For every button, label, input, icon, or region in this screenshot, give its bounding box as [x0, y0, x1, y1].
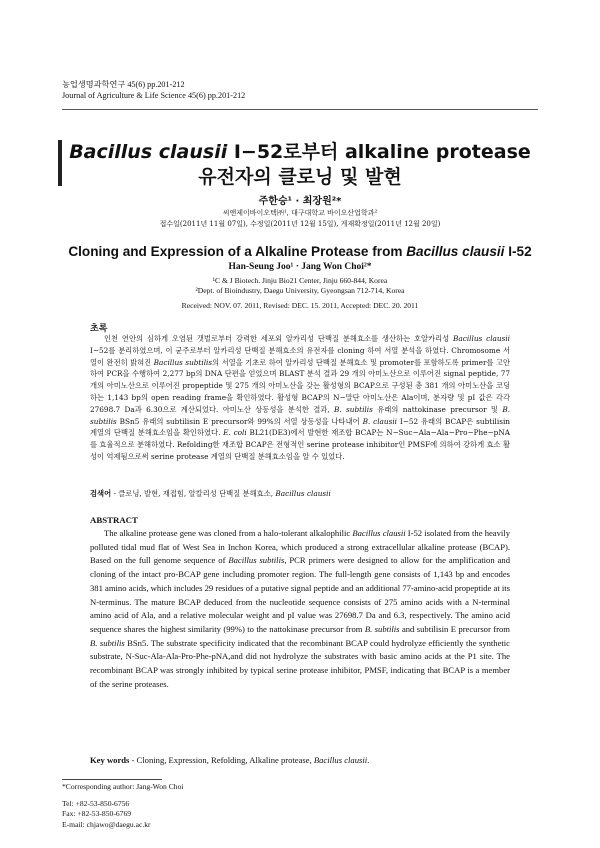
english-abstract-heading: ABSTRACT: [90, 515, 138, 525]
en-abstract-text: BSn5. The substrate specificity indicated that the recombinant BCAP could hydrolyze efficiently the synthetic substrate, N-Suc-Ala-Ala-Pro-Phe-pNA,and did not hydrolyze the substrates with basic amino acids at the P1 site. The recombinant BCAP was strongly inhibited by typical serine protease inhibitor, PMSF, indicating that BCAP is a member of the serine proteases.: [90, 637, 510, 689]
english-title: [60, 243, 540, 260]
korean-affiliation: 씨앤제이바이오텍㈜¹, 대구대학교 바이오산업학과²: [222, 209, 378, 217]
header-divider: [62, 109, 538, 110]
korean-title-species: Bacillus clausii: [69, 141, 228, 163]
en-abstract-text: and subtilisin E precursor from: [399, 623, 510, 634]
journal-name-korean: 농업생명과학연구 45(6) pp.201-212: [62, 80, 185, 89]
korean-keywords-list: - 클로닝, 발현, 재접힘, 알칼리성 단백질 분해효소,: [111, 489, 276, 498]
korean-title-line-1: [60, 140, 540, 165]
corresponding-author: *Corresponding author: Jang-Won Choi: [62, 782, 184, 791]
english-keywords-list: - Cloning, Expression, Refolding, Alkaline protease,: [129, 755, 314, 765]
journal-name-english: Journal of Agriculture & Life Science 45(6) pp.201-212: [62, 91, 246, 100]
korean-keywords: [90, 489, 520, 499]
ko-abstract-species: B. subtilis: [334, 404, 373, 414]
korean-title: [60, 140, 540, 190]
phone: Tel: +82-53-850-6756: [62, 798, 130, 808]
en-abstract-text: I-52 isolated from the heavily polluted tidal mud flat of West Sea in Inchon Korea, which produced a strong extracellular alkaline protease (BCAP). Based on the full genome sequence of: [90, 528, 510, 566]
footnote: [62, 782, 184, 830]
fax: Fax: +82-53-850-6769: [62, 809, 132, 818]
ko-abstract-text: BSn5 유래의 subtilisin E precursor와 99%의 서열 상동성을 나타내어: [116, 416, 363, 426]
korean-abstract-heading: 초록: [90, 324, 108, 334]
ko-abstract-species: Bacillus clausii: [453, 334, 510, 343]
korean-keywords-label: 검색어: [90, 489, 112, 498]
en-abstract-species: B. subtilis: [364, 623, 400, 634]
english-keywords: [90, 755, 520, 765]
korean-title-rest: I−52로부터 alkaline protease: [227, 141, 531, 163]
english-affiliation-1: ¹C & J Biotech. Jinju Bio21 Center, Jinju 660-844, Korea: [212, 276, 388, 285]
ko-abstract-species: Bacillus subtilis: [153, 357, 213, 367]
en-abstract-species: B. subtilis: [90, 637, 125, 648]
english-authors: Han-Seung Joo¹ · Jang Won Choi²*: [228, 262, 372, 272]
ko-abstract-text: 의 서열을 기초로 하여 알카리성 단백질 분해효소 및 promoter를 포함하도록 primer를 고안하여 PCR을 수행하여 2,277 bp의 DNA 단편을 얻었으며 BLAST 분석 결과 29 개의 아미노산으로 이루어진 signal peptide, 77 개의 아미노산으로 이루어진 propeptide 및 275 개의 아미노산을 갖는 활성형의 BCAP으로 구성된 총 381 개의 아미노산을 코딩하는 1,143 bp의 open reading frame을 확인하였다. 활성형 BCAP의 N−말단 아미노산은 Ala이며, 분자량 및 pI 값은 각각 27698.7 Da과 6.30으로 계산되었다. 아미노산 상동성을 분석한 결과,: [90, 357, 510, 414]
korean-dates: 접수일(2011년 11월 07일), 수정일(2011년 12월 15일), 게재확정일(2011년 12월 20일): [159, 220, 441, 228]
english-abstract-body: [90, 527, 510, 691]
english-keywords-species: Bacillus clausii: [313, 755, 368, 765]
english-affiliation: [60, 276, 540, 296]
korean-keywords-species: Bacillus clausii: [275, 489, 331, 498]
english-keywords-end: .: [367, 755, 370, 765]
ko-abstract-text: BL21(DE3)에서 발현한 재조합 BCAP는 N−Suc−Ala−Ala−Pro−Phe−pNA 를 효율적으로 분해하였다. Refolding한 재조합 BCAP은 전형적인 serine protease inhibitor인 PMSF에 의하여 강하게 효소 활성이 억제됨으로써 serine protease 계열의 단백질 분해효소임을 알 수 있었다.: [90, 428, 510, 461]
ko-abstract-text: 유래의 nattokinase precursor 및: [372, 404, 503, 414]
korean-authors: 주한승¹ · 최장원²*: [258, 196, 342, 207]
ko-abstract-text: 인천 연안의 심하게 오염된 갯벌로부터 강력한 세포외 알카리성 단백질 분해효소를 생산하는 호알카리성: [104, 334, 454, 343]
english-title-pre: Cloning and Expression of a Alkaline Protease from: [68, 244, 407, 259]
footnote-divider: [62, 779, 162, 780]
en-abstract-species: Bacillus clausii: [352, 528, 406, 538]
english-title-post: I-52: [504, 244, 532, 259]
korean-abstract-body: [90, 333, 510, 463]
running-head: [62, 79, 245, 101]
korean-title-line-2: 유전자의 클로닝 및 발현: [198, 166, 402, 188]
english-title-species: Bacillus clausii: [406, 244, 505, 259]
english-affiliation-2: ²Dept. of Bioindustry, Daegu University, Gyeongsan 712-714, Korea: [195, 286, 405, 295]
en-abstract-text: The alkaline protease gene was cloned from a halo-tolerant alkalophilic: [104, 528, 353, 538]
english-keywords-label: Key words: [90, 755, 130, 765]
ko-abstract-species: B. clausii: [362, 416, 397, 426]
en-abstract-species: Bacillus subtilis: [228, 555, 285, 566]
english-dates: Received: NOV. 07. 2011, Revised: DEC. 15. 2011, Accepted: DEC. 20. 2011: [181, 301, 419, 310]
ko-abstract-species: E. coli: [223, 428, 247, 438]
en-abstract-text: , PCR primers were designed to allow for the amplification and cloning of the intact pro-BCAP gene including promoter region. The full-length gene consists of 1,143 bp and encodes 381 amino acids, which includes 29 residues of a putative signal peptide and an additional 77-amino-acid propeptide at its N-terminus. The mature BCAP deduced from the nucleotide sequence consists of 275 amino acids with a N-terminal amino acid of Ala, and a relative molecular weight and pI value was 27698.7 Da and 6.3, respectively. The amino acid sequence shares the highest similarity (99%) to the nattokinase precursor from: [90, 555, 510, 634]
ko-abstract-species: B. subtilis: [90, 404, 511, 426]
email: E-mail: chjawo@daegu.ac.kr: [62, 819, 151, 829]
ko-abstract-text: I−52를 분리하였으며, 이 균주로부터 알카리성 단백질 분해효소의 유전자를 cloning 하여 서열 분석을 하였다. Chromosome 서열이 완전히 밝혀진: [90, 345, 510, 367]
ko-abstract-text: I−52 유래의 BCAP은 subtilisin 계열의 단백질 분해효소임을 확인하였다.: [90, 416, 510, 438]
